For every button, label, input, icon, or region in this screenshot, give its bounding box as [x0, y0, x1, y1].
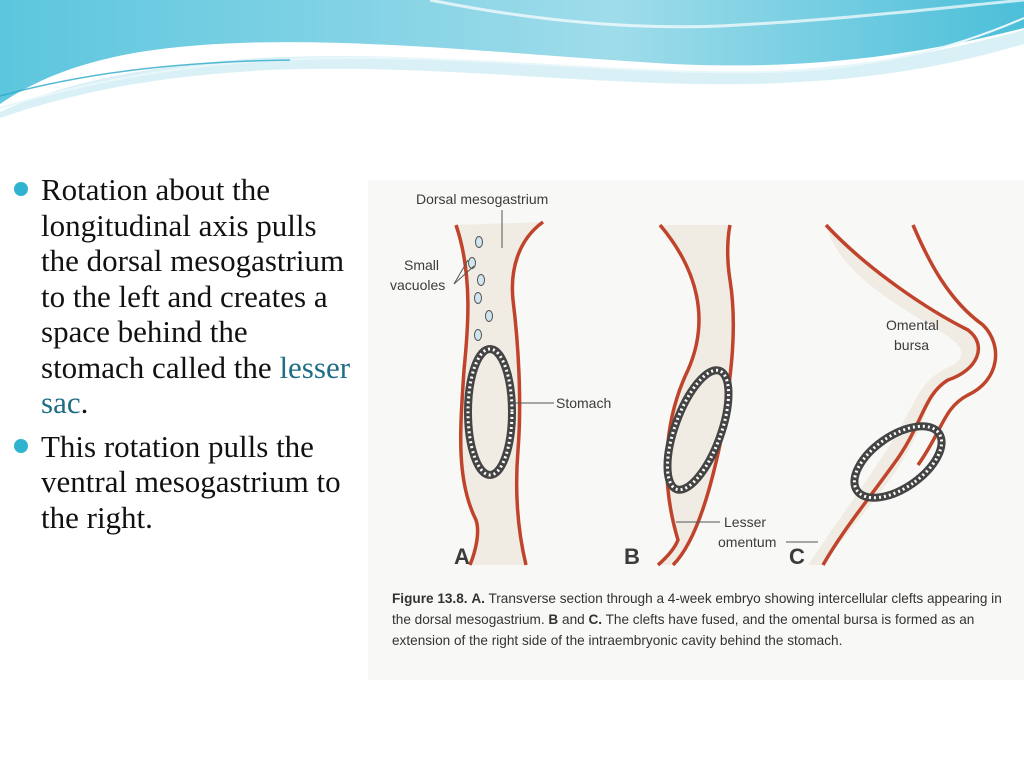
panel-c-drawing — [786, 225, 996, 565]
label-bursa: bursa — [894, 337, 930, 353]
lesser-sac-term: lesser sac — [41, 349, 351, 420]
label-lesser: Lesser — [724, 514, 767, 530]
bullet-list — [14, 172, 354, 543]
label-vacuoles: vacuoles — [390, 277, 446, 293]
label-dorsal-mesogastrium: Dorsal mesogastrium — [416, 191, 549, 207]
panel-label-b: B — [624, 544, 640, 569]
bullet-text: This rotation pulls the ventral mesogastrium to the right. — [41, 428, 341, 535]
panel-label-c: C — [789, 544, 805, 569]
panel-label-a: A — [454, 544, 470, 569]
bullet-item-rotation — [14, 172, 354, 421]
panel-a-drawing — [454, 210, 554, 565]
caption-b-label: B — [548, 612, 559, 627]
bullet-dot-icon — [14, 182, 28, 196]
embryo-diagram — [368, 180, 1024, 580]
caption-a-label: A. — [471, 591, 485, 606]
caption-c-label: C. — [588, 612, 603, 627]
label-omental: Omental — [886, 317, 939, 333]
label-stomach: Stomach — [556, 395, 612, 411]
label-small: Small — [404, 257, 440, 273]
bullet-text-before: Rotation about the longitudinal axis pulls the dorsal mesogastrium to the left and creates a space behind the stomach called the — [41, 172, 345, 385]
bullet-dot-icon — [14, 439, 28, 453]
header-waves — [0, 0, 1024, 130]
figure-13-8 — [368, 180, 1024, 680]
bullet-text-after: . — [80, 385, 89, 420]
caption-a-text: Transverse section through a 4-week embryo showing intercellular clefts appearing in the dorsal mesogastrium. — [392, 591, 1002, 627]
caption-c-text: The clefts have fused, and the omental bursa is formed as an extension of the right side of the intraembryonic cavity behind the stomach. — [392, 612, 975, 648]
label-omentum: omentum — [718, 534, 777, 550]
caption-figure-number: Figure 13.8. — [392, 591, 468, 606]
bullet-item-ventral — [14, 429, 354, 536]
caption-and: and — [558, 612, 589, 627]
figure-caption — [392, 588, 1016, 651]
